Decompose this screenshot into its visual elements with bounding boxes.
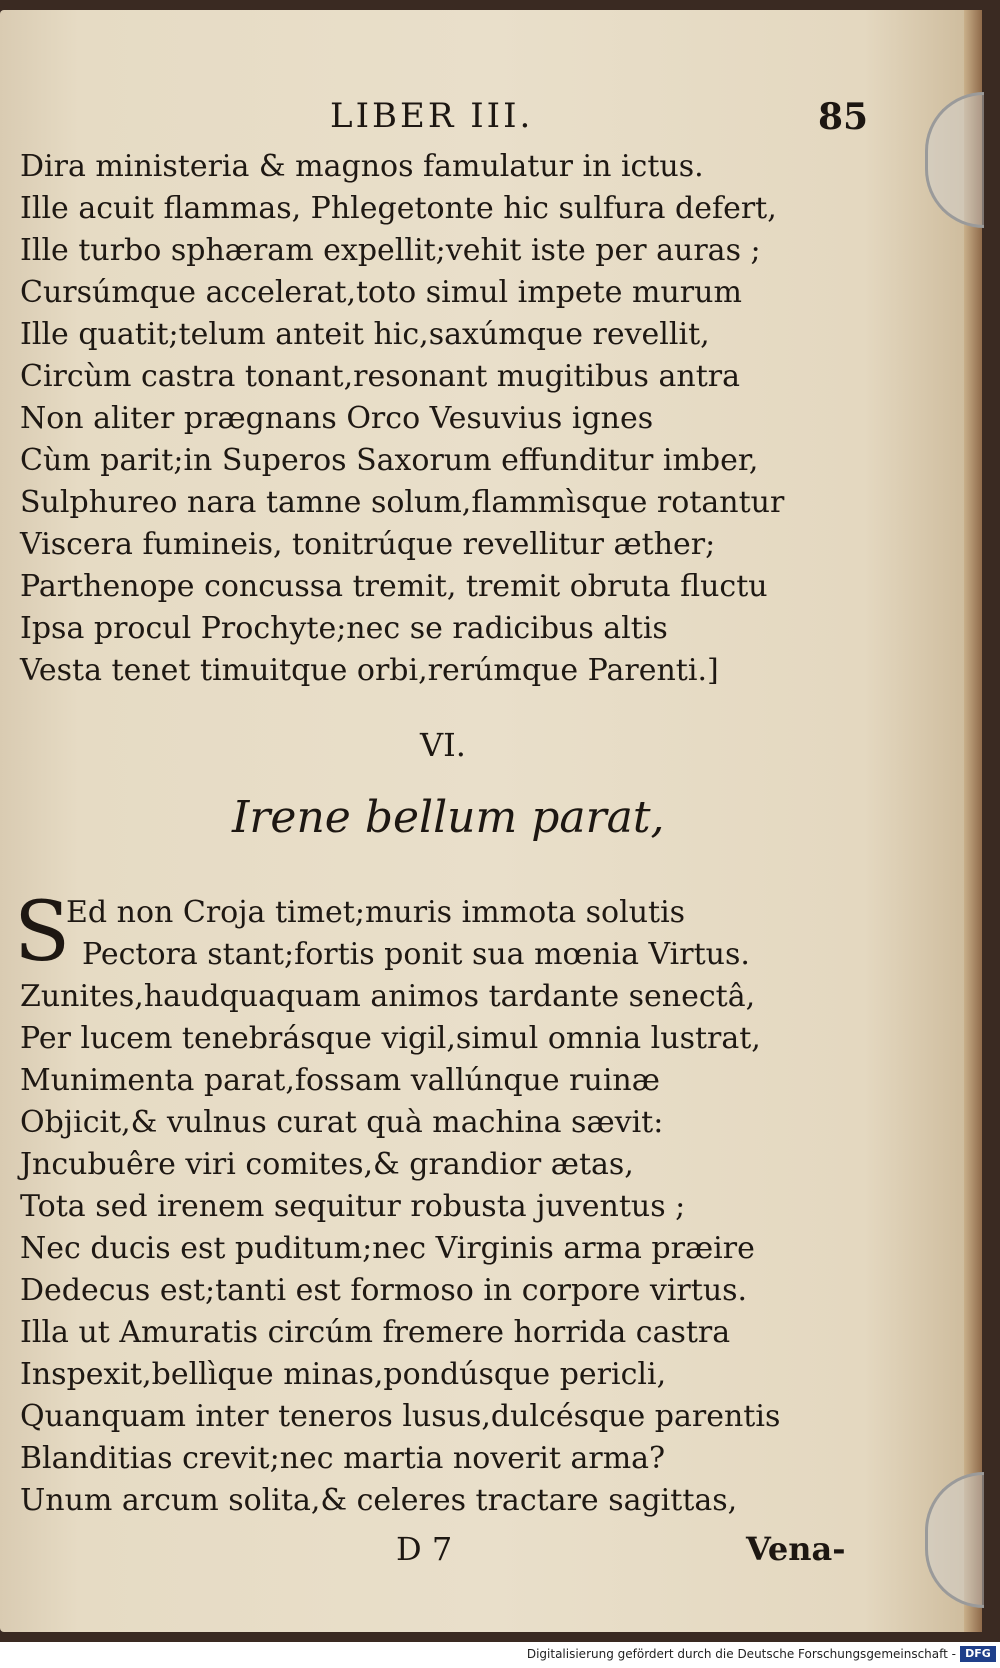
- verse-line: Dedecus est;tanti est formoso in corpore virtus.: [20, 1273, 748, 1308]
- verse-line: Vesta tenet timuitque orbi,rerúmque Parenti.]: [20, 653, 719, 688]
- verse-line: Objicit,& vulnus curat quà machina sævit:: [20, 1105, 664, 1140]
- verse-line: Inspexit,bellìque minas,pondúsque pericli,: [20, 1357, 667, 1392]
- dfg-logo-icon: DFG: [960, 1646, 996, 1662]
- signature-mark: D 7: [396, 1530, 453, 1568]
- digitization-footer: [0, 1642, 1000, 1668]
- verse-line: Zunites,haudquaquam animos tardante senectâ,: [20, 979, 756, 1014]
- verse-line: Illa ut Amuratis circúm fremere horrida castra: [20, 1315, 731, 1350]
- verse-line: Nec ducis est puditum;nec Virginis arma præire: [20, 1231, 755, 1266]
- verse-line: Jncubuêre viri comites,& grandior ætas,: [20, 1147, 634, 1182]
- verse-line: Per lucem tenebrásque vigil,simul omnia lustrat,: [20, 1021, 761, 1056]
- verse-line: Cùm parit;in Superos Saxorum effunditur imber,: [20, 443, 759, 478]
- verse-line: Parthenope concussa tremit, tremit obruta fluctu: [20, 569, 768, 604]
- verse-line: Tota sed irenem sequitur robusta juventus ;: [20, 1189, 686, 1224]
- verse-line: Munimenta parat,fossam vallúnque ruinæ: [20, 1063, 660, 1098]
- catchword: Vena-: [746, 1530, 846, 1568]
- page-edge: [964, 10, 982, 1632]
- page-clip-bottom: [925, 1472, 984, 1608]
- funding-notice: Digitalisierung gefördert durch die Deutsche Forschungsgemeinschaft -: [526, 1647, 956, 1661]
- verse-line-first: Ed non Croja timet;muris immota solutis: [66, 895, 686, 930]
- verse-line: Blanditias crevit;nec martia noverit arma?: [20, 1441, 666, 1476]
- verse-line: Ille turbo sphæram expellit;vehit iste per auras ;: [20, 233, 761, 268]
- verse-line: Dira ministeria & magnos famulatur in ictus.: [20, 149, 704, 184]
- verse-line: Quanquam inter teneros lusus,dulcésque parentis: [20, 1399, 781, 1434]
- section-title: Irene bellum parat,: [232, 792, 665, 843]
- section-number: VI.: [420, 726, 466, 764]
- page-clip-top: [925, 92, 984, 228]
- verse-line: Non aliter prægnans Orco Vesuvius ignes: [20, 401, 654, 436]
- verse-line: Unum arcum solita,& celeres tractare sagittas,: [20, 1483, 738, 1518]
- verse-line: Cursúmque accelerat,toto simul impete murum: [20, 275, 742, 310]
- verse-line: Viscera fumineis, tonitrúque revellitur æther;: [20, 527, 716, 562]
- drop-capital: S: [14, 885, 71, 980]
- verse-line: Sulphureo nara tamne solum,flammìsque rotantur: [20, 485, 785, 520]
- verse-line: Ipsa procul Prochyte;nec se radicibus altis: [20, 611, 668, 646]
- book-page: [0, 10, 982, 1632]
- running-head: LIBER III.: [330, 96, 534, 136]
- verse-line: Ille acuit flammas, Phlegetonte hic sulfura defert,: [20, 191, 777, 226]
- verse-line: Circùm castra tonant,resonant mugitibus antra: [20, 359, 740, 394]
- verse-block-bottom: [20, 892, 900, 1522]
- page-number: 85: [818, 96, 869, 138]
- verse-line: Pectora stant;fortis ponit sua mœnia Virtus.: [82, 937, 750, 972]
- verse-block-top: [20, 146, 900, 692]
- verse-line: Ille quatit;telum anteit hic,saxúmque revellit,: [20, 317, 710, 352]
